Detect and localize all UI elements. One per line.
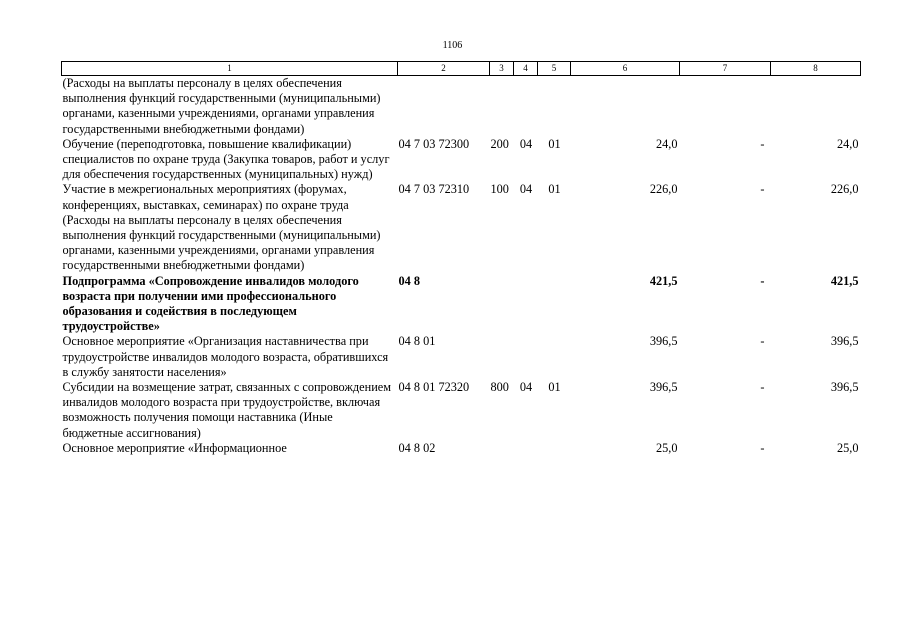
row-value-col7: - [760,182,765,197]
row-expense-type [490,274,514,335]
row-value-col7: - [760,380,765,395]
table-row [62,334,861,380]
row-description: Обучение (переподготовка, повышение квалификации) специалистов по охране труда (Закупка товаров, работ и услуг для обеспечения государственных (муниципальных) нужд) [62,136,390,182]
row-description: Основное мероприятие «Организация наставничества при трудоустройстве инвалидов молодого возраста, обратившихся в службу занятости населения» [62,334,389,379]
row-subsection: 01 [548,380,561,395]
row-subsection [538,76,571,137]
table-body [62,76,861,457]
row-value-col6 [571,76,680,137]
table-row [62,182,861,273]
row-subsection: 01 [548,136,561,151]
row-code [398,76,490,137]
table-row [62,76,861,137]
row-value-col8 [771,76,861,137]
row-expense-type: 200 [490,136,509,151]
table-row [62,441,861,456]
row-description: Подпрограмма «Сопровождение инвалидов молодого возраста при получении ими профессионального образования и содействия в последующем трудоустройстве» [62,273,359,334]
row-subsection [538,274,571,335]
row-value-col7: - [760,334,765,349]
row-description: Участие в межрегиональных мероприятиях (форумах, конференциях, выставках, семинарах) по охране труда (Расходы на выплаты персоналу в целях обеспечения выполнения функций государственными (муниципальными) органами, казенными учреждениями, органами управления государственными внебюджетными фондами) [62,182,381,273]
row-expense-type [490,334,514,380]
row-section [514,76,538,137]
row-value-col6: 396,5 [649,334,678,349]
row-section: 04 [519,380,533,395]
row-code: 04 8 02 [398,440,436,455]
row-value-col6: 226,0 [649,182,678,197]
header-cell-8: 8 [771,62,861,76]
row-section: 04 [519,136,533,151]
row-expense-type [490,76,514,137]
header-cell-2: 2 [398,62,490,76]
row-description: (Расходы на выплаты персоналу в целях обеспечения выполнения функций государственными (муниципальными) органами, казенными учреждениями, органами управления государственными внебюджетными фондами) [62,76,381,136]
row-value-col6: 25,0 [655,440,678,455]
page-number: 1106 [442,40,463,51]
row-value-col7 [680,76,771,137]
header-cell-4: 4 [514,62,538,76]
row-expense-type: 100 [490,182,509,197]
row-value-col6: 24,0 [655,136,678,151]
row-value-col8: 396,5 [830,380,859,395]
header-cell-1: 1 [62,62,398,76]
row-value-col8: 25,0 [836,440,859,455]
header-cell-5: 5 [538,62,571,76]
row-value-col6: 396,5 [649,380,678,395]
row-value-col8: 226,0 [830,182,859,197]
header-row [62,62,861,76]
row-code: 04 7 03 72310 [398,182,470,197]
row-code: 04 7 03 72300 [398,136,470,151]
row-code: 04 8 [398,273,421,288]
budget-table [61,61,861,456]
row-subsection: 01 [548,182,561,197]
row-value-col8: 421,5 [830,273,859,288]
table-row [62,380,861,441]
table-row [62,274,861,335]
row-value-col8: 396,5 [830,334,859,349]
row-section [514,334,538,380]
row-code: 04 8 01 [398,334,436,349]
row-description: Субсидии на возмещение затрат, связанных с сопровождением инвалидов молодого возраста при трудоустройстве, включая возможность получения помощи наставника (Иные бюджетные ассигнования) [62,380,392,440]
row-expense-type: 800 [490,380,509,395]
row-value-col7: - [760,273,765,288]
row-code: 04 8 01 72320 [398,380,470,395]
header-cell-6: 6 [571,62,680,76]
row-value-col7: - [760,136,765,151]
row-value-col8: 24,0 [836,136,859,151]
row-value-col6: 421,5 [649,273,678,288]
row-value-col7: - [760,440,765,455]
row-subsection [538,334,571,380]
row-section: 04 [519,182,533,197]
row-section [514,441,538,456]
row-description: Основное мероприятие «Информационное [62,440,287,455]
row-subsection [538,441,571,456]
header-cell-7: 7 [680,62,771,76]
header-cell-3: 3 [490,62,514,76]
row-section [514,274,538,335]
row-expense-type [490,441,514,456]
table-row [62,137,861,183]
